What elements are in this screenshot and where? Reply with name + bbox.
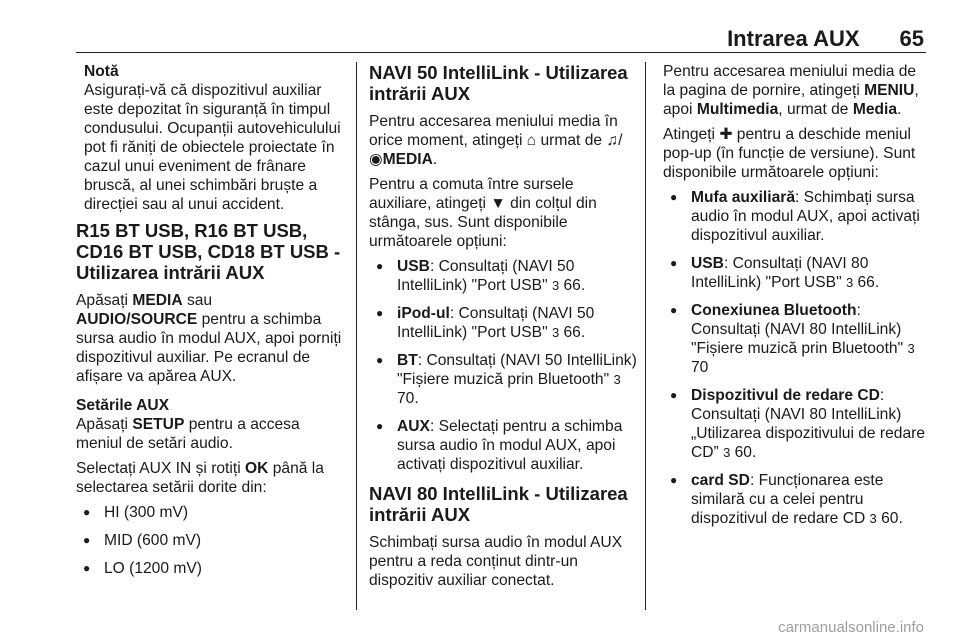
note-text: Asigurați-vă că dispozitivul auxiliar este depozitat în siguranță în timpul condusului. Ocupanții autovehiculului pot fi răniți de obiectele proiectate în cazul unui eveniment de frânare bruscă, al unei schimbări bruște a direcției sau al unui accident. [84,82,341,213]
page-header [727,26,924,52]
list-item: ● USB: Consultați (NAVI 50 IntelliLink) "Port USB" 3 66. [369,257,637,295]
note-title: Notă [84,63,119,80]
reference-arrow-icon: 3 [551,278,560,293]
paragraph-media-menu: Pentru accesarea meniului media în orice moment, atingeți ⌂ urmat de ♫/ ◉MEDIA. [369,113,623,168]
column-divider-1 [356,62,357,610]
column-divider-2 [645,62,646,610]
paragraph-switch-source: Pentru a comuta între sursele auxiliare, atingeți ▼ din colțul din stânga, sus. Sunt disponibile următoarele opțiuni: [369,176,597,250]
page-number: 65 [899,26,924,51]
paragraph-navi80: Schimbați sursa audio în modul AUX pentru a reda conținut dintr-un dispozitiv auxiliar conectat. [369,534,623,589]
reference-arrow-icon: 3 [869,511,877,526]
list-item: ● Mufa auxiliară: Schimbați sursa audio în modul AUX, apoi activați dispozitivul auxiliar. [663,188,929,245]
reference-arrow-icon: 3 [613,372,621,387]
list-item: ● Dispozitivul de redare CD: Consultați (NAVI 80 IntelliLink) „Utilizarea dispozitivului de redare CD” 3 60. [663,386,929,462]
navi80-options-list [663,188,929,528]
column-3 [663,62,929,537]
media-disc-icon: ◉ [369,151,383,168]
level-options-list [76,503,348,578]
list-item: ● BT: Consultați (NAVI 50 IntelliLink) "Fișiere muzică prin Bluetooth" 3 70. [369,351,637,408]
column-1 [76,62,348,587]
paragraph-media: Apăsați MEDIA sau AUDIO/SOURCE pentru a schimba sursa audio în modul AUX, apoi porniți dispozitivul auxiliar. Pe ecranul de afișare va apărea AUX. [76,292,342,385]
reference-arrow-icon: 3 [845,275,854,290]
list-item: ● iPod-ul: Consultați (NAVI 50 IntelliLink) "Port USB" 3 66. [369,304,637,342]
settings-title: Setările AUX [76,397,170,414]
paragraph-home-media: Pentru accesarea meniului media de la pagina de pornire, atingeți MENIU, apoi Multimedia, urmat de Media. [663,63,919,118]
list-item: ● card SD: Funcționarea este similară cu a celei pentru dispozitivul de redare CD 3 60. [663,471,929,528]
note-box [76,62,348,214]
paragraph-select: Selectați AUX IN și rotiți OK până la selectarea setării dorite din: [76,460,324,496]
section-heading-navi80: NAVI 80 IntelliLink - Utilizarea intrării AUX [369,483,628,525]
reference-arrow-icon: 3 [723,445,731,460]
paragraph-popup: Atingeți ✚ pentru a deschide meniul pop-up (în funcție de versiune). Sunt disponibile următoarele opțiuni: [663,126,916,181]
list-item: ● AUX: Selectați pentru a schimba sursa audio în modul AUX, apoi activați dispozitivul auxiliar. [369,417,637,474]
paragraph-setup: Apăsați SETUP pentru a accesa meniul de setări audio. [76,416,300,452]
plus-icon: ✚ [719,126,733,143]
column-2 [369,62,637,596]
section-heading-r15: R15 BT USB, R16 BT USB, CD16 BT USB, CD18 BT USB - Utilizarea intrării AUX [76,220,341,283]
page-title: Intrarea AUX [727,26,860,51]
section-heading-navi50: NAVI 50 IntelliLink - Utilizarea intrării AUX [369,62,628,104]
list-item: ● MID (600 mV) [76,531,348,550]
arrow-down-icon: ▼ [490,195,506,212]
list-item: ● Conexiunea Bluetooth: Consultați (NAVI 80 IntelliLink) "Fișiere muzică prin Bluetooth" 3 70 [663,301,929,377]
reference-arrow-icon: 3 [551,325,560,340]
watermark: carmanualsonline.info [778,619,924,636]
navi50-options-list [369,257,637,474]
list-item: ● LO (1200 mV) [76,559,348,578]
reference-arrow-icon: 3 [907,341,915,356]
music-note-icon: ♫ [606,132,619,149]
home-icon: ⌂ [526,132,537,149]
list-item: ● HI (300 mV) [76,503,348,522]
header-rule [76,52,926,53]
list-item: ● USB: Consultați (NAVI 80 IntelliLink) "Port USB" 3 66. [663,254,929,292]
